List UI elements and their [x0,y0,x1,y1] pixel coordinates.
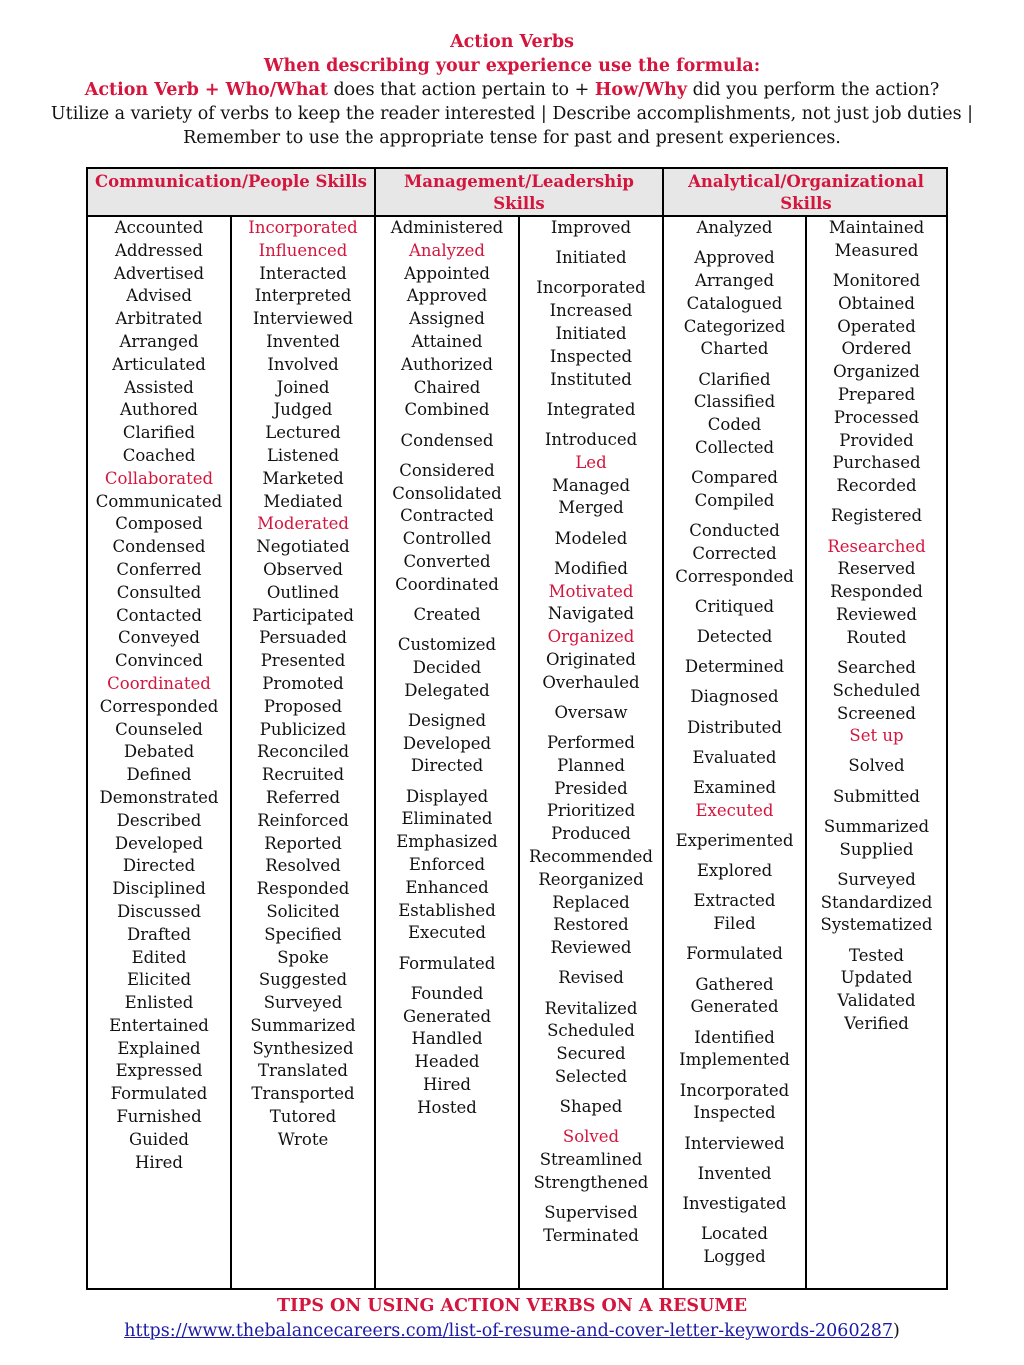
action-verb: Verified [844,1014,909,1034]
action-verb: Instituted [550,369,632,389]
action-verb: Analyzed [409,240,485,260]
action-verb: Explored [696,861,773,881]
action-verb: Interviewed [684,1133,785,1153]
action-verb: Influenced [258,240,348,260]
tips-line-1: Utilize a variety of verbs to keep the reader interested | Describe accomplishments, not just job duties | [50,104,974,124]
action-verb: Selected [554,1067,628,1086]
action-verb: Combined [404,400,490,420]
action-verbs-table [86,167,948,1290]
action-verb: Drafted [126,924,192,944]
action-verb: Delegated [404,680,490,700]
action-verb: Examined [692,778,777,798]
action-verb: Approved [694,248,775,268]
action-verb: Corresponded [675,566,794,586]
action-verb: Incorporated [679,1080,790,1100]
action-verb: Performed [547,733,635,753]
action-verb: Displayed [405,786,489,806]
action-verb: Recruited [261,765,345,785]
action-verb: Modeled [554,528,628,548]
action-verb: Reserved [837,559,916,579]
action-verb: Convinced [115,651,203,671]
action-verb: Diagnosed [690,687,779,707]
action-verb: Entertained [109,1015,209,1035]
action-verb: Coached [122,445,196,465]
action-verb: Arranged [694,270,775,290]
action-verb: Produced [551,824,631,844]
action-verb: Executed [408,923,486,943]
source-link[interactable]: https://www.thebalancecareers.com/list-of-resume-and-cover-letter-keywords-2060287 [124,1321,893,1341]
document-header [0,30,1024,150]
action-verb: Considered [399,460,495,480]
action-verb: Originated [546,649,636,669]
action-verb: Logged [703,1246,766,1266]
verb-column-management-1 [376,217,518,1120]
action-verb: Investigated [682,1193,787,1213]
header-communication-skills: Communication/People Skills [95,172,367,191]
action-verb: Monitored [832,270,921,290]
action-verb: Disciplined [112,879,206,899]
verb-column-analytical-1 [664,217,805,1269]
action-verb: Addressed [115,240,203,260]
action-verb: Screened [837,703,916,723]
action-verb: Negotiated [256,537,350,557]
formula-end: did you perform the action? [687,80,940,100]
action-verb: Condensed [112,537,206,557]
action-verb: Hosted [417,1097,477,1117]
action-verb: Strengthened [533,1172,649,1192]
action-verb: Processed [833,407,920,427]
action-verb: Persuaded [259,628,347,648]
action-verb: Communicated [95,491,223,511]
action-verb: Referred [265,787,341,807]
action-verb: Tested [849,945,904,965]
action-verb: Registered [830,506,923,526]
action-verb: Advertised [113,263,205,283]
action-verb: Elicited [126,970,192,990]
action-verb: Reinforced [257,810,349,830]
action-verb: Corresponded [99,696,219,716]
action-verb: Incorporated [248,218,358,237]
action-verb: Summarized [250,1015,356,1035]
action-verb: Merged [558,498,624,518]
action-verb: Resolved [265,856,341,876]
action-verb: Directed [122,856,196,876]
action-verb: Chaired [413,377,481,397]
action-verb: Supervised [544,1203,638,1223]
action-verb: Explained [117,1038,201,1058]
action-verb: Conducted [689,521,780,541]
action-verb: Identified [694,1027,775,1047]
action-verb: Presented [260,651,346,671]
action-verb: Obtained [838,293,915,313]
action-verb: Moderated [257,514,349,534]
action-verb: Enlisted [124,993,194,1013]
action-verb: Mediated [263,491,343,511]
action-verb: Solicited [266,901,340,921]
action-verb: Interpreted [254,286,352,306]
action-verb: Recommended [529,847,653,867]
action-verb: Reviewed [835,604,917,624]
action-verb: Incorporated [536,278,646,298]
action-verb: Classified [693,392,776,412]
action-verb: Restored [553,915,629,935]
action-verb: Compiled [694,490,775,510]
action-verb: Located [701,1224,768,1244]
action-verb: Experimented [675,831,794,851]
action-verb: Reorganized [538,869,644,889]
action-verb: Charted [700,339,769,359]
action-verb: Invented [697,1163,772,1183]
action-verb: Operated [837,316,916,336]
action-verb: Judged [273,400,333,420]
action-verb: Provided [839,430,914,450]
action-verb: Specified [264,924,342,944]
action-verb: Replaced [552,892,630,912]
action-verb: Recorded [836,476,917,496]
action-verb: Counseled [115,719,203,739]
action-verb: Implemented [679,1050,790,1070]
action-verb: Articulated [112,354,206,374]
action-verb: Advised [126,286,192,306]
action-verb: Ordered [841,339,912,359]
action-verb: Filed [713,914,756,934]
action-verb: Surveyed [837,869,916,889]
action-verb: Discussed [116,901,202,921]
verb-column-communication-2 [232,217,374,1152]
action-verb: Proposed [263,696,343,716]
action-verb: Increased [549,301,633,321]
action-verb: Integrated [546,399,636,419]
action-verb: Emphasized [396,832,498,852]
action-verb: Designed [407,710,487,730]
action-verb: Coordinated [107,673,211,693]
action-verb: Planned [557,755,625,775]
action-verb: Contracted [400,506,494,526]
page-title: Action Verbs [450,32,574,52]
footer-source [0,1319,1024,1343]
action-verb: Hired [135,1152,183,1172]
action-verb: Participated [252,605,354,625]
action-verb: Outlined [266,582,340,602]
action-verb: Consolidated [392,483,502,503]
action-verb: Suggested [258,970,348,990]
action-verb: Accounted [114,218,204,237]
action-verb: Led [575,452,607,472]
action-verb: Contacted [116,605,202,625]
action-verb: Analyzed [696,218,773,237]
action-verb: Conferred [116,559,202,579]
action-verb: Promoted [262,673,344,693]
footer-title: TIPS ON USING ACTION VERBS ON A RESUME [276,1296,748,1316]
formula-action-verb: Action Verb + Who/What [84,80,328,100]
action-verb: Reported [264,833,342,853]
action-verb: Interacted [259,263,347,283]
action-verb: Summarized [823,816,930,836]
action-verb: Researched [827,536,926,556]
header-analytical-skills [664,169,948,215]
action-verb: Clarified [122,423,196,443]
action-verb: Tutored [269,1107,337,1127]
action-verb: Clarified [698,369,771,389]
action-verb: Lectured [265,423,341,443]
action-verb: Controlled [402,529,492,549]
action-verb: Standardized [820,892,933,912]
action-verb: Systematized [820,915,933,935]
action-verb: Enforced [408,855,486,875]
action-verb: Joined [276,377,330,397]
action-verb: Introduced [544,429,638,449]
action-verb: Established [398,900,496,920]
action-verb: Submitted [832,786,920,806]
action-verb: Interviewed [252,309,354,329]
header-analytical-line1: Analytical/Organizational [688,172,924,191]
action-verb: Routed [846,627,907,647]
action-verb: Arbitrated [115,309,203,329]
action-verb: Edited [131,947,187,967]
action-verb: Translated [258,1061,348,1081]
tips-line-2: Remember to use the appropriate tense for past and present experiences. [183,128,841,148]
action-verb: Hired [423,1075,471,1095]
action-verb: Involved [267,354,339,374]
action-verb: Authorized [401,354,493,374]
action-verb: Coded [707,415,762,435]
action-verb: Initiated [555,323,627,343]
action-verb: Appointed [404,263,490,283]
action-verb: Updated [840,968,913,988]
action-verb: Spoke [277,947,329,967]
action-verb: Modified [553,558,628,578]
action-verb: Listened [266,445,340,465]
action-verb: Prioritized [546,801,636,821]
action-verb: Measured [834,240,919,260]
action-verb: Wrote [277,1129,329,1149]
verb-column-management-2 [520,217,662,1248]
verb-column-communication-1 [88,217,230,1174]
action-verb: Terminated [543,1225,639,1245]
action-verb: Motivated [548,581,634,601]
action-verb: Condensed [400,430,494,450]
action-verb: Generated [402,1006,492,1026]
verb-column-analytical-2 [807,217,946,1036]
action-verb: Revitalized [544,998,638,1018]
action-verb: Created [413,604,481,624]
action-verb: Synthesized [252,1038,354,1058]
action-verb: Founded [410,983,484,1003]
action-verb: Validated [837,991,916,1011]
action-verb: Maintained [828,218,925,237]
action-verb: Transported [251,1084,355,1104]
action-verb: Set up [849,726,904,746]
action-verb: Distributed [687,717,782,737]
action-verb: Expressed [115,1061,203,1081]
action-verb: Enhanced [405,877,489,897]
action-verb: Critiqued [694,596,775,616]
action-verb: Handled [411,1029,483,1049]
action-verb: Formulated [398,953,496,973]
action-verb: Collected [694,437,775,457]
action-verb: Developed [114,833,204,853]
action-verb: Converted [403,551,491,571]
action-verb: Scheduled [547,1021,635,1041]
action-verb: Generated [690,997,779,1017]
action-verb: Prepared [837,384,916,404]
action-verb: Detected [696,627,773,647]
action-verb: Reconciled [256,742,350,762]
action-verb: Approved [406,286,488,306]
action-verb: Extracted [693,891,776,911]
action-verb: Demonstrated [99,787,219,807]
action-verb: Evaluated [692,747,777,767]
action-verb: Defined [126,765,192,785]
action-verb: Assigned [409,309,485,329]
action-verb: Conveyed [118,628,200,648]
action-verb: Attained [411,331,483,351]
action-verb: Oversaw [554,702,628,722]
header-management-skills: Management/Leadership Skills [404,172,634,213]
action-verb: Executed [695,800,774,820]
action-verb: Invented [266,331,340,351]
action-verb: Surveyed [263,993,343,1013]
action-verb: Inspected [549,346,633,366]
action-verb: Eliminated [401,809,493,829]
action-verb: Organized [547,627,635,647]
action-verb: Gathered [695,974,774,994]
action-verb: Authored [120,400,198,420]
action-verb: Catalogued [686,293,783,313]
action-verb: Publicized [259,719,347,739]
action-verb: Organized [833,362,920,382]
action-verb: Administered [390,218,504,237]
action-verb: Consulted [116,582,202,602]
action-verb: Assisted [124,377,194,397]
action-verb: Scheduled [832,680,921,700]
action-verb: Overhauled [542,672,640,692]
action-verb: Purchased [832,453,921,473]
action-verb: Coordinated [395,574,499,594]
action-verb: Corrected [692,543,777,563]
source-link-suffix: ) [892,1321,900,1341]
action-verb: Directed [410,756,484,776]
action-verb: Responded [830,582,923,602]
formula-middle: does that action pertain to + [327,80,595,100]
action-verb: Furnished [116,1107,202,1127]
header-analytical-line2: Skills [780,194,832,213]
action-verb: Debated [123,742,195,762]
formula-intro: When describing your experience use the formula: [263,56,761,76]
action-verb: Responded [256,879,350,899]
action-verb: Secured [556,1044,626,1064]
formula-line [0,78,1024,102]
action-verb: Decided [412,657,482,677]
table-header-row [88,169,946,217]
action-verb: Revised [558,968,624,988]
action-verb: Formulated [686,944,783,964]
formula-how-why: How/Why [594,80,688,100]
action-verb: Observed [263,559,343,579]
action-verb: Searched [837,657,916,677]
action-verb: Shaped [559,1097,623,1117]
action-verb: Determined [684,657,785,677]
action-verb: Inspected [693,1103,776,1123]
action-verb: Compared [691,468,778,488]
action-verb: Guided [129,1129,189,1149]
action-verb: Developed [402,733,492,753]
action-verb: Composed [115,514,203,534]
action-verb: Streamlined [539,1150,643,1170]
action-verb: Described [116,810,202,830]
action-verb: Marketed [262,468,344,488]
action-verb: Reviewed [550,938,632,958]
action-verb: Arranged [119,331,199,351]
action-verb: Headed [414,1052,480,1072]
action-verb: Presided [554,778,628,798]
action-verb: Navigated [547,604,635,624]
action-verb: Improved [550,218,632,237]
action-verb: Solved [848,756,905,776]
action-verb: Categorized [683,316,786,336]
action-verb: Supplied [839,839,914,859]
action-verb: Managed [551,475,631,495]
action-verb: Collaborated [104,468,214,488]
action-verb: Solved [562,1127,620,1147]
action-verb: Customized [397,635,497,655]
action-verb: Formulated [110,1084,208,1104]
action-verb: Initiated [555,248,627,268]
